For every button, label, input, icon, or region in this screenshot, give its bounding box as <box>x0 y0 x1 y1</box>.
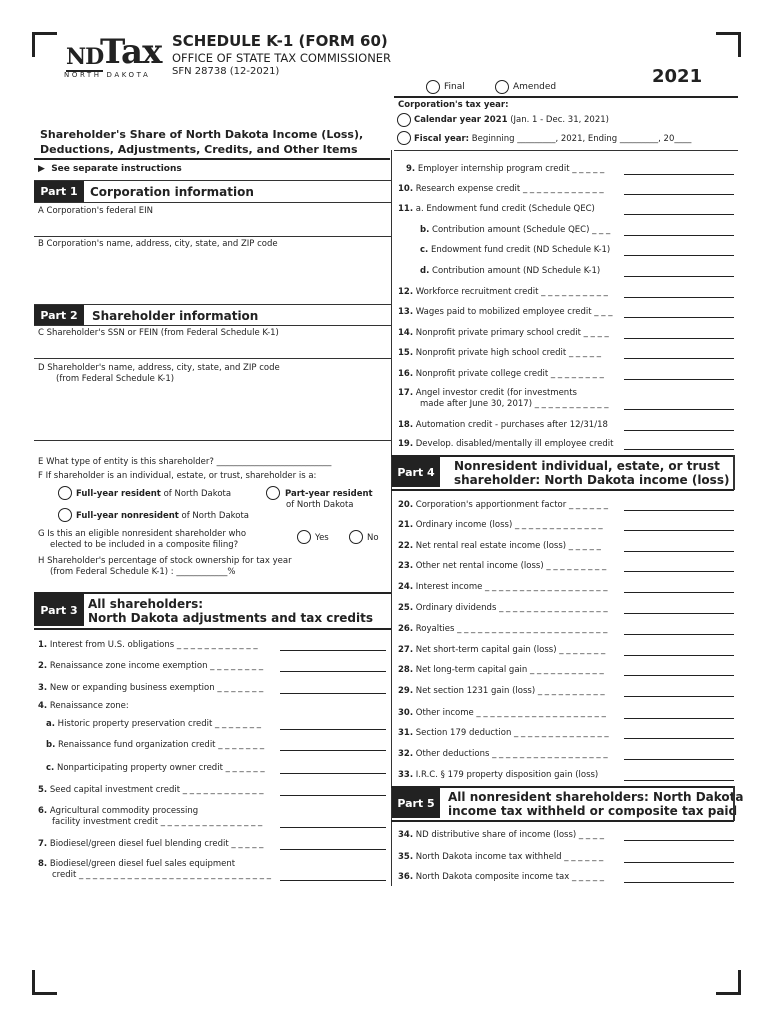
line-text: Biodiesel/green diesel fuel blending credit _ _ _ _ _ <box>49 839 264 849</box>
line-number: 2. <box>38 661 48 671</box>
full-year-nonresident-label <box>76 511 249 522</box>
amount-field[interactable] <box>280 693 386 694</box>
line-text: Nonprofit private primary school credit _ _ _ _ <box>415 328 609 338</box>
part5-rule-top <box>391 786 734 788</box>
line-number: 13. <box>398 307 414 317</box>
main-title-line2: Deductions, Adjustments, Credits, and Other Items <box>40 143 358 156</box>
amount-field[interactable] <box>280 773 386 774</box>
amount-field[interactable] <box>624 634 734 635</box>
line-text: Ordinary income (loss) _ _ _ _ _ _ _ _ _ _ _ _ _ <box>415 520 603 530</box>
amount-field[interactable] <box>624 235 734 236</box>
amount-field[interactable] <box>280 671 386 672</box>
main-title-line1: Shareholder's Share of North Dakota Income (Loss), <box>40 128 364 141</box>
amount-field[interactable] <box>624 696 734 697</box>
part5-title-2: income tax withheld or composite tax paid <box>448 804 738 818</box>
amount-field[interactable] <box>624 214 734 215</box>
form-line <box>420 266 600 277</box>
part1-rule-bottom <box>34 202 391 203</box>
line-text: ND distributive share of income (loss) _ _ _ _ <box>415 830 605 840</box>
line-number: 28. <box>398 665 414 675</box>
amount-field[interactable] <box>624 379 734 380</box>
amended-label: Amended <box>513 82 557 92</box>
line-a-field[interactable] <box>34 236 391 237</box>
form-line <box>398 307 612 318</box>
form-line <box>398 770 598 781</box>
part3-rule-bottom <box>34 628 391 630</box>
calendar-year-label <box>414 115 609 126</box>
line-number: 33. <box>398 770 414 780</box>
amount-field[interactable] <box>624 840 734 841</box>
form-line <box>398 348 601 359</box>
line-number: 18. <box>398 420 414 430</box>
form-line <box>46 719 261 730</box>
part2-label: Part 2 <box>34 305 84 325</box>
tax-year-display: 2021 <box>652 66 703 87</box>
form-line <box>398 388 577 399</box>
line-number: 8. <box>38 859 48 869</box>
line-text: Develop. disabled/mentally ill employee credit <box>415 439 614 449</box>
amount-field[interactable] <box>624 780 734 781</box>
form-line <box>398 728 609 739</box>
line-number: 23. <box>398 561 414 571</box>
line-number: 27. <box>398 645 414 655</box>
line-text: Agricultural commodity processing <box>49 806 199 816</box>
line-text: Seed capital investment credit _ _ _ _ _ _ _ _ _ _ _ _ <box>49 785 264 795</box>
line-text: Net short-term capital gain (loss) _ _ _ _ _ _ _ <box>415 645 606 655</box>
part1-rule-top <box>34 180 391 181</box>
fiscal-year-label <box>414 134 691 145</box>
corner-mark-top-right <box>716 32 741 57</box>
part5-title-1: All nonresident shareholders: North Dakota <box>448 790 744 804</box>
line-g-label: G Is this an eligible nonresident shareholder who <box>38 529 247 539</box>
part1-title: Corporation information <box>90 185 254 199</box>
part3-title-2: North Dakota adjustments and tax credits <box>88 611 374 625</box>
tax-year-heading: Corporation's tax year: <box>398 100 509 110</box>
sfn-number: SFN 28738 (12-2021) <box>172 66 280 77</box>
amount-field[interactable] <box>624 862 734 863</box>
line-text: Biodiesel/green diesel fuel sales equipment <box>49 859 236 869</box>
line-text: made after June 30, 2017) _ _ _ _ _ _ _ _ _ _ _ <box>420 399 609 409</box>
line-number: 15. <box>398 348 414 358</box>
amount-field[interactable] <box>624 738 734 739</box>
form-line <box>46 763 265 774</box>
line-text: Endowment fund credit (ND Schedule K-1) <box>430 245 611 255</box>
amount-field[interactable] <box>280 849 386 850</box>
line-h-label-2[interactable]: (from Federal Schedule K-1) : ____________% <box>50 567 236 577</box>
form-line <box>398 420 608 431</box>
line-text: North Dakota income tax withheld _ _ _ _ _ _ <box>415 852 604 862</box>
form-line <box>398 204 595 215</box>
line-c-label: C Shareholder's SSN or FEIN (from Federal Schedule K-1) <box>38 328 279 338</box>
line-number: b. <box>420 225 430 235</box>
final-label: Final <box>444 82 465 92</box>
amount-field[interactable] <box>624 358 734 359</box>
line-text: Nonparticipating property owner credit _ _ _ _ _ _ <box>56 763 265 773</box>
amount-field[interactable] <box>624 317 734 318</box>
form-line <box>52 870 271 881</box>
line-number: 31. <box>398 728 414 738</box>
line-text: Renaissance fund organization credit _ _ _ _ _ _ _ <box>58 740 265 750</box>
line-a-label: A Corporation's federal EIN <box>38 206 154 216</box>
form-line <box>420 245 610 256</box>
amount-field[interactable] <box>624 449 734 450</box>
part4-label: Part 4 <box>392 457 440 487</box>
amount-field[interactable] <box>624 430 734 431</box>
line-text: Other income _ _ _ _ _ _ _ _ _ _ _ _ _ _ _ _ _ _ _ <box>415 708 606 718</box>
taxyear-rule <box>394 150 738 151</box>
fn-rest: of North Dakota <box>181 511 250 521</box>
line-text: Ordinary dividends _ _ _ _ _ _ _ _ _ _ _ _ _ _ _ _ <box>415 603 608 613</box>
logo-state: NORTH DAKOTA <box>64 71 151 79</box>
line-number: 6. <box>38 806 48 816</box>
form-line <box>398 369 604 380</box>
line-number: 30. <box>398 708 414 718</box>
line-number: 34. <box>398 830 414 840</box>
line-number: 14. <box>398 328 414 338</box>
line-number: 3. <box>38 683 48 693</box>
form-line <box>398 665 604 676</box>
line-number: 4. <box>38 701 48 711</box>
form-line <box>38 859 235 870</box>
part4-rule-top <box>391 455 734 457</box>
fn-bold: Full-year nonresident <box>76 511 179 521</box>
form-line <box>38 701 129 712</box>
line-text: a. Endowment fund credit (Schedule QEC) <box>415 204 595 214</box>
line-number: d. <box>420 266 430 276</box>
part3-rule-top <box>34 592 391 594</box>
line-number: 32. <box>398 749 414 759</box>
form-line <box>38 661 263 672</box>
amount-field[interactable] <box>624 276 734 277</box>
composite-yes-radio[interactable] <box>297 530 311 544</box>
part1-label: Part 1 <box>34 181 84 202</box>
form-line <box>398 872 604 883</box>
nd-tax-logo <box>62 32 162 82</box>
form-line <box>398 439 613 450</box>
form-line <box>38 683 263 694</box>
line-number: 35. <box>398 852 414 862</box>
line-text: Net section 1231 gain (loss) _ _ _ _ _ _ _ _ _ _ <box>415 686 605 696</box>
form-line <box>38 785 263 796</box>
corner-mark-top-left <box>32 32 57 57</box>
amount-field[interactable] <box>624 530 734 531</box>
amount-field[interactable] <box>280 650 386 651</box>
line-number: 5. <box>38 785 48 795</box>
form-line <box>52 817 262 828</box>
calendar-year-radio[interactable] <box>397 113 411 127</box>
form-line <box>420 399 608 410</box>
part3-label: Part 3 <box>34 594 84 626</box>
amount-field[interactable] <box>624 338 734 339</box>
form-line <box>398 686 605 697</box>
line-b-label: B Corporation's name, address, city, state, and ZIP code <box>38 239 278 249</box>
line-text: Research expense credit _ _ _ _ _ _ _ _ _ _ _ _ <box>415 184 604 194</box>
corner-mark-bottom-right <box>716 970 741 995</box>
part-year-resident-rest: of North Dakota <box>286 500 354 510</box>
line-number: a. <box>46 719 55 729</box>
amount-field[interactable] <box>624 571 734 572</box>
line-text: Royalties _ _ _ _ _ _ _ _ _ _ _ _ _ _ _ _ _ _ _ _ _ _ <box>415 624 608 634</box>
fiscal-year-radio[interactable] <box>397 131 411 145</box>
line-text: Nonprofit private college credit _ _ _ _ _ _ _ _ <box>415 369 604 379</box>
line-number: 16. <box>398 369 414 379</box>
amount-field[interactable] <box>624 409 734 410</box>
line-number: c. <box>420 245 429 255</box>
form-line <box>398 830 604 841</box>
line-text: Automation credit - purchases after 12/31/18 <box>415 420 608 430</box>
line-number: 22. <box>398 541 414 551</box>
line-text: Angel investor credit (for investments <box>415 388 577 398</box>
form-line <box>398 287 608 298</box>
line-text: New or expanding business exemption _ _ _ _ _ _ _ <box>49 683 264 693</box>
calendar-year-bold: Calendar year 2021 <box>414 115 508 125</box>
form-line <box>398 520 603 531</box>
fy-bold: Full-year resident <box>76 489 161 499</box>
part2-title: Shareholder information <box>92 309 259 323</box>
line-text: North Dakota composite income tax _ _ _ _ _ <box>415 872 605 882</box>
form-line <box>398 184 604 195</box>
amount-field[interactable] <box>624 255 734 256</box>
line-number: 20. <box>398 500 414 510</box>
line-text: Other net rental income (loss) _ _ _ _ _ _ _ _ _ <box>415 561 607 571</box>
corner-mark-bottom-left <box>32 970 57 995</box>
final-radio[interactable] <box>426 80 440 94</box>
amount-field[interactable] <box>280 795 386 796</box>
amount-field[interactable] <box>280 750 386 751</box>
office-name: OFFICE OF STATE TAX COMMISSIONER <box>172 51 392 65</box>
line-number: 36. <box>398 872 414 882</box>
line-text: credit _ _ _ _ _ _ _ _ _ _ _ _ _ _ _ _ _ _ _ _ _ _ _ _ _ _ _ _ <box>52 870 271 880</box>
form-line <box>398 852 603 863</box>
line-f-label: F If shareholder is an individual, estate, or trust, shareholder is a: <box>38 471 317 481</box>
part2-rule-bottom <box>34 325 391 326</box>
line-text: Nonprofit private high school credit _ _ _ _ _ <box>415 348 602 358</box>
amount-field[interactable] <box>280 729 386 730</box>
line-d-field[interactable] <box>34 440 391 441</box>
line-number: 24. <box>398 582 414 592</box>
logo-tax: Tax <box>100 32 162 72</box>
line-number: 10. <box>398 184 414 194</box>
form-line <box>398 603 608 614</box>
line-number: c. <box>46 763 55 773</box>
composite-yes-label: Yes <box>315 533 329 543</box>
header-rule <box>394 96 738 98</box>
part-year-resident-label: Part-year resident <box>285 489 373 499</box>
line-text: Contribution amount (Schedule QEC) _ _ _ <box>432 225 611 235</box>
line-number: 19. <box>398 439 414 449</box>
part2-rule-top <box>34 304 391 305</box>
line-number: 17. <box>398 388 414 398</box>
amount-field[interactable] <box>624 675 734 676</box>
form-title: SCHEDULE K-1 (FORM 60) <box>172 32 388 50</box>
column-divider <box>391 150 392 886</box>
full-year-nonresident-radio[interactable] <box>58 508 72 522</box>
fiscal-year-bold: Fiscal year: <box>414 134 470 144</box>
form-line <box>420 225 610 236</box>
part5-label: Part 5 <box>392 788 440 818</box>
line-number: 9. <box>406 164 416 174</box>
line-text: Other deductions _ _ _ _ _ _ _ _ _ _ _ _ _ _ _ _ _ <box>415 749 608 759</box>
line-text: Interest income _ _ _ _ _ _ _ _ _ _ _ _ _ _ _ _ _ _ <box>415 582 608 592</box>
see-instructions-text: See separate instructions <box>51 164 182 174</box>
amount-field[interactable] <box>624 655 734 656</box>
form-line <box>398 708 606 719</box>
form-line <box>406 164 604 175</box>
line-h-label: H Shareholder's percentage of stock ownership for tax year <box>38 556 292 566</box>
form-line <box>398 541 601 552</box>
amount-field[interactable] <box>624 592 734 593</box>
line-number: 1. <box>38 640 48 650</box>
full-year-resident-radio[interactable] <box>58 486 72 500</box>
line-number: 25. <box>398 603 414 613</box>
part4-title-2: shareholder: North Dakota income (loss) <box>454 473 730 487</box>
line-number: 7. <box>38 839 48 849</box>
line-text: Renaissance zone: <box>49 701 129 711</box>
amount-field[interactable] <box>624 882 734 883</box>
line-number: 26. <box>398 624 414 634</box>
see-instructions: ▶ See separate instructions <box>38 164 182 174</box>
line-g-label-2: elected to be included in a composite filing? <box>50 540 239 550</box>
amount-field[interactable] <box>624 297 734 298</box>
part4-title-1: Nonresident individual, estate, or trust <box>454 459 720 473</box>
line-text: Workforce recruitment credit _ _ _ _ _ _ _ _ _ _ <box>415 287 608 297</box>
line-text: facility investment credit _ _ _ _ _ _ _ _ _ _ _ _ _ _ _ <box>52 817 263 827</box>
amount-field[interactable] <box>280 827 386 828</box>
part4-right-edge <box>733 455 735 490</box>
amended-radio[interactable] <box>495 80 509 94</box>
amount-field[interactable] <box>624 194 734 195</box>
line-text: Corporation's apportionment factor _ _ _ _ _ _ <box>415 500 608 510</box>
form-line <box>398 582 608 593</box>
form-line <box>46 740 264 751</box>
part5-right-edge <box>733 786 735 821</box>
part3-title-1: All shareholders: <box>88 597 204 611</box>
line-text: Historic property preservation credit _ _ _ _ _ _ _ <box>57 719 261 729</box>
amount-field[interactable] <box>624 551 734 552</box>
form-line <box>398 749 608 760</box>
form-line <box>38 640 258 651</box>
amount-field[interactable] <box>624 613 734 614</box>
form-line <box>398 561 606 572</box>
fy-rest: of North Dakota <box>163 489 232 499</box>
line-number: 29. <box>398 686 414 696</box>
part-year-resident-radio[interactable] <box>266 486 280 500</box>
line-e-label[interactable]: E What type of entity is this shareholder? ___________________________ <box>38 457 332 467</box>
logo-nd: ND <box>66 44 104 70</box>
form-line <box>38 839 263 850</box>
fiscal-year-dates[interactable]: Beginning _________, 2021, Ending _________, 20____ <box>471 134 692 144</box>
line-text: Net rental real estate income (loss) _ _ _ _ _ <box>415 541 601 551</box>
line-text: Employer internship program credit _ _ _ _ _ <box>417 164 605 174</box>
composite-no-radio[interactable] <box>349 530 363 544</box>
amount-field[interactable] <box>280 880 386 881</box>
composite-no-label: No <box>367 533 379 543</box>
form-line <box>398 645 605 656</box>
amount-field[interactable] <box>624 759 734 760</box>
part4-rule-bottom <box>391 489 734 491</box>
line-number: b. <box>46 740 56 750</box>
amount-field[interactable] <box>624 174 734 175</box>
amount-field[interactable] <box>624 510 734 511</box>
form-line <box>398 624 607 635</box>
calendar-year-dates: (Jan. 1 - Dec. 31, 2021) <box>510 115 609 125</box>
line-d-label-2: (from Federal Schedule K-1) <box>56 374 175 384</box>
line-c-field[interactable] <box>34 358 391 359</box>
part5-rule-bottom <box>391 820 734 822</box>
form-line <box>38 806 198 817</box>
line-text: I.R.C. § 179 property disposition gain (loss) <box>415 770 599 780</box>
line-number: 21. <box>398 520 414 530</box>
line-text: Net long-term capital gain _ _ _ _ _ _ _ _ _ _ _ <box>415 665 604 675</box>
line-number: 11. <box>398 204 414 214</box>
line-text: Wages paid to mobilized employee credit _ _ _ <box>415 307 613 317</box>
full-year-resident-label <box>76 489 231 500</box>
line-text: Interest from U.S. obligations _ _ _ _ _ _ _ _ _ _ _ _ <box>49 640 258 650</box>
form-line <box>398 500 608 511</box>
line-d-label: D Shareholder's name, address, city, state, and ZIP code <box>38 363 280 373</box>
line-text: Section 179 deduction _ _ _ _ _ _ _ _ _ _ _ _ _ _ <box>415 728 609 738</box>
line-text: Contribution amount (ND Schedule K-1) <box>432 266 601 276</box>
line-number: 12. <box>398 287 414 297</box>
title-rule <box>34 158 390 160</box>
amount-field[interactable] <box>624 718 734 719</box>
line-text: Renaissance zone income exemption _ _ _ _ _ _ _ _ <box>49 661 264 671</box>
form-line <box>398 328 609 339</box>
